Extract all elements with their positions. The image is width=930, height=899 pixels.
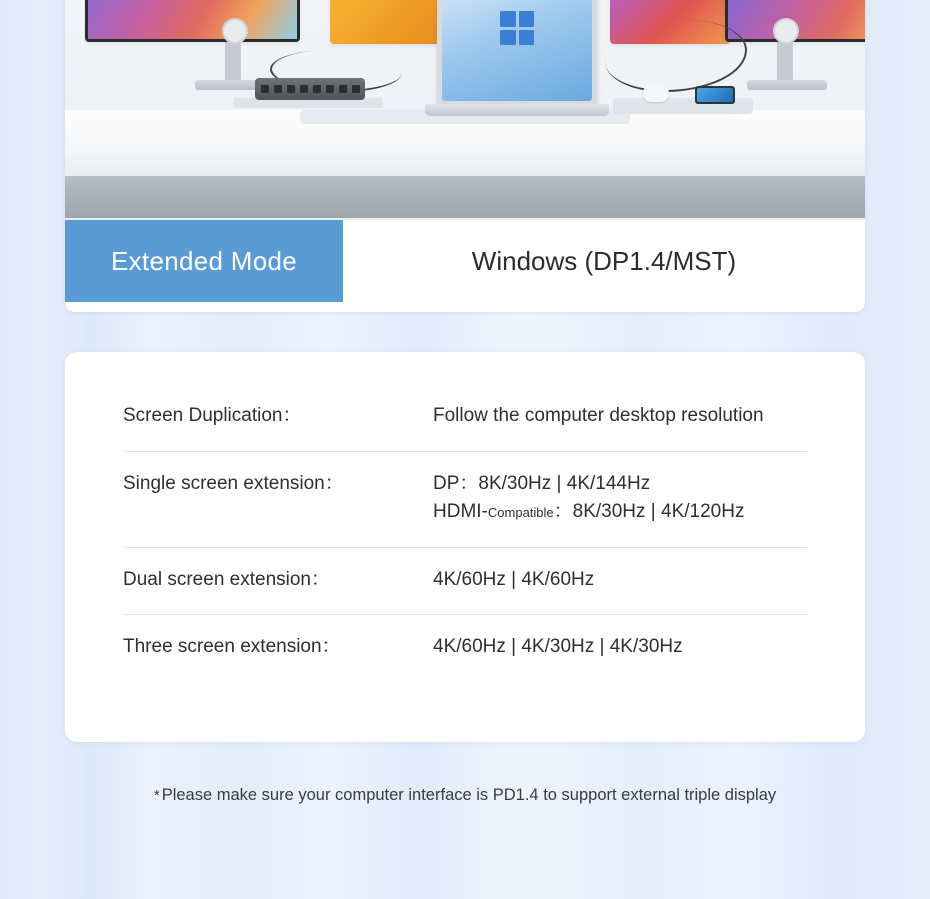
- footnote-asterisk: *: [153, 787, 160, 804]
- monitor-left-stand-hinge: [222, 18, 248, 44]
- spec-value-single-hdmi-suffix: ：8K/30Hz | 4K/120Hz: [553, 501, 745, 522]
- spec-label-screen-duplication: Screen Duplication：: [123, 405, 302, 426]
- laptop-keyboard-base: [425, 104, 609, 116]
- smartphone-screen: [697, 88, 733, 102]
- monitor-center-orange: [330, 0, 450, 44]
- cable-right: [605, 20, 747, 92]
- spec-value-single-dp: DP：8K/30Hz | 4K/144Hz: [433, 472, 651, 494]
- spec-value-single-hdmi-subscript: Compatible: [487, 505, 554, 520]
- spec-label-dual-screen-extension: Dual screen extension：: [123, 568, 330, 590]
- spec-label-three-screen-extension: Three screen extension：: [123, 636, 341, 657]
- mouse: [643, 82, 669, 102]
- spec-value-three-screen-extension: 4K/60Hz | 4K/30Hz | 4K/30Hz: [433, 636, 683, 657]
- monitor-left-stand-neck: [225, 42, 241, 80]
- spec-value-single-hdmi-prefix: HDMI-: [433, 501, 488, 522]
- spec-label-single-screen-extension: Single screen extension：: [123, 472, 344, 494]
- laptop: [437, 0, 597, 106]
- spec-value-dual-screen-extension: 4K/60Hz | 4K/60Hz: [433, 568, 595, 590]
- extended-mode-label: Extended Mode: [65, 220, 343, 302]
- spec-row-dual-screen-extension: [123, 548, 807, 616]
- footnote: [0, 786, 930, 805]
- laptop-screen: [442, 0, 592, 101]
- specification-card: [65, 352, 865, 742]
- mode-strip: [65, 220, 865, 302]
- spec-value-single-screen-extension: [433, 470, 807, 527]
- dock-ports: [261, 85, 360, 93]
- spec-row-screen-duplication: [123, 384, 807, 452]
- monitor-right-stand-neck: [777, 42, 793, 80]
- spec-row-single-screen-extension: [123, 452, 807, 548]
- spec-row-three-screen-extension: [123, 615, 807, 682]
- monitor-right-stand-base: [747, 80, 827, 90]
- monitor-center-screen: [330, 0, 450, 44]
- docking-station: [255, 78, 365, 100]
- smartphone: [695, 86, 735, 104]
- spec-value-screen-duplication: Follow the computer desktop resolution: [433, 405, 764, 426]
- monitor-left: [85, 0, 300, 42]
- spec-value-single-hdmi: [433, 498, 807, 527]
- monitor-left-screen: [88, 0, 297, 39]
- hero-scene-image: [65, 0, 865, 220]
- operating-system-label: Windows (DP1.4/MST): [471, 245, 737, 276]
- hero-card: [65, 0, 865, 312]
- desk-front-edge: [65, 176, 865, 218]
- windows-logo-icon: [500, 11, 534, 45]
- monitor-right-stand-hinge: [773, 18, 799, 44]
- footnote-text: Please make sure your computer interface is PD1.4 to support external triple display: [161, 786, 777, 804]
